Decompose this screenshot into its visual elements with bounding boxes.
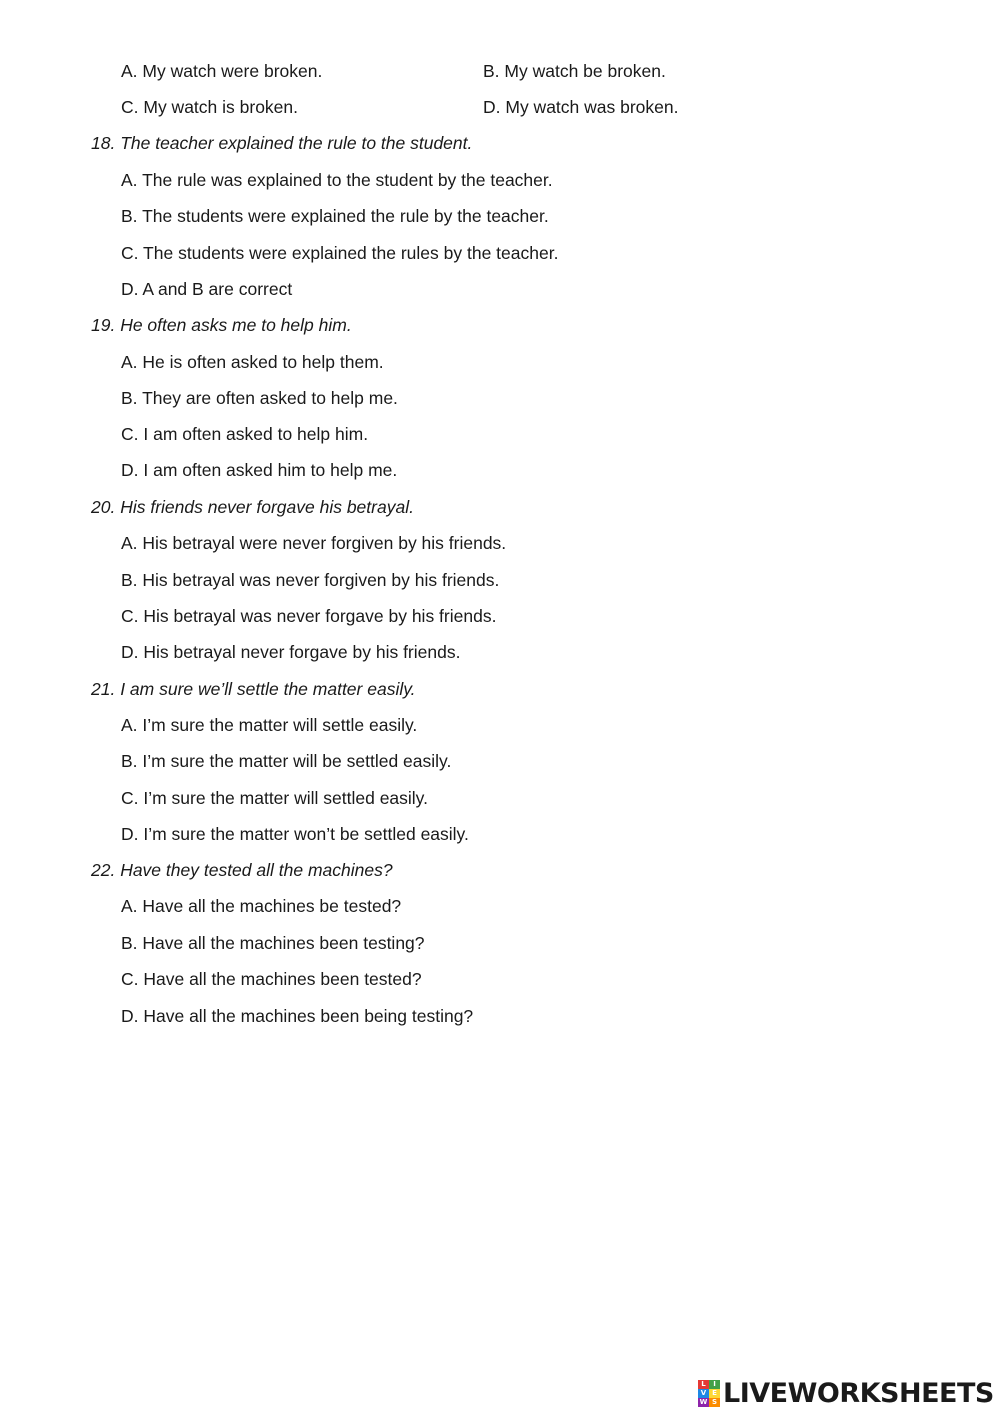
question-22-prompt: 22. Have they tested all the machines?: [91, 860, 393, 880]
question-20-option-b: B. His betrayal was never forgiven by his friends.: [121, 570, 500, 590]
question-22-option-c: C. Have all the machines been tested?: [121, 969, 422, 989]
question-20-option-d: D. His betrayal never forgave by his friends.: [121, 642, 461, 662]
question-19-option-b: B. They are often asked to help me.: [121, 388, 398, 408]
q17-option-b: B. My watch be broken.: [483, 61, 666, 81]
liveworksheets-logo-text: LIVEWORKSHEETS: [723, 1377, 994, 1409]
question-21-option-b: B. I’m sure the matter will be settled easily.: [121, 751, 452, 771]
logo-tile: E: [709, 1389, 720, 1398]
question-21-option-d: D. I’m sure the matter won’t be settled easily.: [121, 824, 469, 844]
logo-tile: V: [698, 1389, 709, 1398]
q17-option-c: C. My watch is broken.: [121, 97, 298, 117]
question-19-option-d: D. I am often asked him to help me.: [121, 460, 398, 480]
logo-tile: S: [709, 1398, 720, 1407]
question-22-option-b: B. Have all the machines been testing?: [121, 933, 425, 953]
question-21-option-a: A. I’m sure the matter will settle easily.: [121, 715, 418, 735]
question-21-prompt: 21. I am sure we’ll settle the matter easily.: [91, 679, 416, 699]
question-18-prompt: 18. The teacher explained the rule to the student.: [91, 133, 473, 153]
question-22-option-d: D. Have all the machines been being testing?: [121, 1006, 474, 1026]
question-20-option-a: A. His betrayal were never forgiven by his friends.: [121, 533, 507, 553]
question-18-option-a: A. The rule was explained to the student by the teacher.: [121, 170, 553, 190]
liveworksheets-logo-icon: [698, 1380, 720, 1407]
question-19-option-c: C. I am often asked to help him.: [121, 424, 369, 444]
question-21-option-c: C. I’m sure the matter will settled easily.: [121, 788, 428, 808]
question-20-prompt: 20. His friends never forgave his betrayal.: [91, 497, 414, 517]
question-22-option-a: A. Have all the machines be tested?: [121, 896, 402, 916]
question-18-option-b: B. The students were explained the rule by the teacher.: [121, 206, 549, 226]
q17-option-a: A. My watch were broken.: [121, 61, 323, 81]
question-18-option-c: C. The students were explained the rules by the teacher.: [121, 243, 559, 263]
question-19-option-a: A. He is often asked to help them.: [121, 352, 384, 372]
logo-tile: L: [698, 1380, 709, 1389]
logo-tile: I: [709, 1380, 720, 1389]
logo-tile: W: [699, 1397, 708, 1406]
q17-option-d: D. My watch was broken.: [483, 97, 679, 117]
question-19-prompt: 19. He often asks me to help him.: [91, 315, 352, 335]
question-20-option-c: C. His betrayal was never forgave by his friends.: [121, 606, 497, 626]
liveworksheets-logo: [698, 1378, 994, 1408]
question-18-option-d: D. A and B are correct: [121, 279, 293, 299]
